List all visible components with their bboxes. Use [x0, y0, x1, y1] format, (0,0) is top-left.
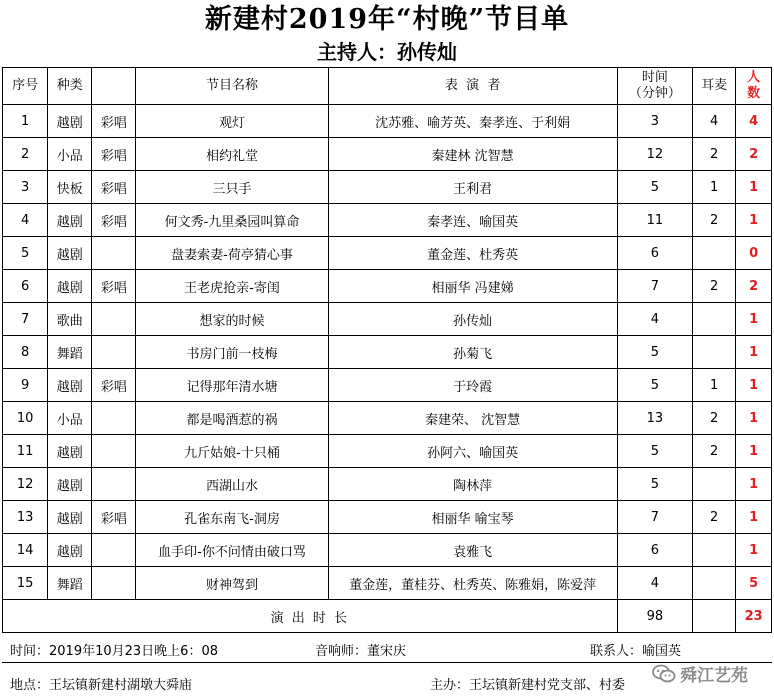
- cell-performers: 沈苏雅、喻芳英、秦孝连、于利娟: [328, 105, 617, 138]
- cell-time: 13: [617, 402, 693, 435]
- cell-no: 8: [3, 336, 48, 369]
- header-row: [3, 68, 772, 105]
- cell-no: 14: [3, 534, 48, 567]
- footer-location: 地点：王坛镇新建村湖墩大舜庙: [10, 678, 193, 693]
- cell-name: 三只手: [136, 171, 328, 204]
- cell-type: 越剧: [48, 468, 92, 501]
- cell-extra: 彩唱: [92, 204, 136, 237]
- header-time-line2: （分钟）: [628, 86, 681, 101]
- cell-no: 5: [3, 237, 48, 270]
- cell-name: 九斤姑娘-十只桶: [136, 435, 328, 468]
- table-row: [3, 501, 772, 534]
- watermark-text: 舜江艺苑: [680, 666, 748, 686]
- table-row: [3, 369, 772, 402]
- cell-people: 1: [736, 468, 772, 501]
- cell-extra: [92, 303, 136, 336]
- cell-no: 6: [3, 270, 48, 303]
- cell-name: 想家的时候: [136, 303, 328, 336]
- header-mic: 耳麦: [693, 68, 736, 105]
- cell-type: 越剧: [48, 204, 92, 237]
- cell-people: 1: [736, 501, 772, 534]
- cell-extra: [92, 402, 136, 435]
- cell-performers: 陶林萍: [328, 468, 617, 501]
- footer-contact: 联系人：喻国英: [590, 644, 682, 659]
- table-row: [3, 270, 772, 303]
- total-time: 98: [617, 600, 693, 633]
- cell-name: 血手印-你不问情由破口骂: [136, 534, 328, 567]
- header-extra: [92, 68, 136, 105]
- cell-performers: 相丽华 喻宝琴: [328, 501, 617, 534]
- cell-performers: 董金莲、杜秀英: [328, 237, 617, 270]
- host-line: 主持人：孙传灿: [317, 40, 457, 64]
- total-row: [3, 600, 772, 633]
- cell-time: 7: [617, 501, 693, 534]
- table-row: [3, 402, 772, 435]
- cell-extra: 彩唱: [92, 270, 136, 303]
- cell-extra: [92, 435, 136, 468]
- cell-no: 12: [3, 468, 48, 501]
- cell-time: 5: [617, 171, 693, 204]
- watermark: [652, 661, 748, 686]
- cell-time: 3: [617, 105, 693, 138]
- cell-type: 舞蹈: [48, 567, 92, 600]
- cell-name: 孔雀东南飞-洞房: [136, 501, 328, 534]
- cell-no: 10: [3, 402, 48, 435]
- cell-performers: 于玲霞: [328, 369, 617, 402]
- cell-time: 6: [617, 534, 693, 567]
- cell-name: 记得那年清水塘: [136, 369, 328, 402]
- cell-extra: 彩唱: [92, 105, 136, 138]
- header-no: 序号: [3, 68, 48, 105]
- cell-extra: [92, 336, 136, 369]
- cell-time: 5: [617, 435, 693, 468]
- cell-extra: 彩唱: [92, 138, 136, 171]
- cell-no: 4: [3, 204, 48, 237]
- footer-top-rule: [2, 632, 772, 633]
- cell-type: 越剧: [48, 369, 92, 402]
- cell-time: 5: [617, 336, 693, 369]
- cell-name: 西湖山水: [136, 468, 328, 501]
- cell-type: 歌曲: [48, 303, 92, 336]
- footer-sound-engineer: 音响师：董宋庆: [315, 644, 407, 659]
- cell-time: 5: [617, 468, 693, 501]
- cell-mic: 2: [693, 402, 736, 435]
- cell-mic: [693, 303, 736, 336]
- cell-name: 观灯: [136, 105, 328, 138]
- cell-people: 1: [736, 303, 772, 336]
- cell-people: 1: [736, 171, 772, 204]
- footer-time: 时间：2019年10月23日晚上6：08: [10, 644, 218, 659]
- page-title: 新建村2019年“村晚”节目单: [204, 4, 570, 35]
- total-mic: [693, 600, 736, 633]
- header-performers: 表 演 者: [328, 68, 617, 105]
- cell-performers: 袁雅飞: [328, 534, 617, 567]
- cell-performers: 孙菊飞: [328, 336, 617, 369]
- cell-performers: 相丽华 冯建娣: [328, 270, 617, 303]
- cell-time: 5: [617, 369, 693, 402]
- cell-performers: 孙阿六、喻国英: [328, 435, 617, 468]
- cell-people: 1: [736, 204, 772, 237]
- table-row: [3, 435, 772, 468]
- cell-name: 盘妻索妻-荷亭猜心事: [136, 237, 328, 270]
- cell-time: 4: [617, 567, 693, 600]
- header-type: 种类: [48, 68, 92, 105]
- cell-type: 越剧: [48, 534, 92, 567]
- cell-time: 4: [617, 303, 693, 336]
- total-label: 演 出 时 长: [3, 600, 618, 633]
- cell-time: 7: [617, 270, 693, 303]
- header-people: 人 数: [736, 68, 772, 105]
- cell-extra: [92, 534, 136, 567]
- table-row: [3, 303, 772, 336]
- cell-extra: [92, 237, 136, 270]
- cell-people: 5: [736, 567, 772, 600]
- cell-mic: [693, 468, 736, 501]
- cell-people: 1: [736, 369, 772, 402]
- cell-performers: 秦孝连、喻国英: [328, 204, 617, 237]
- cell-extra: [92, 468, 136, 501]
- cell-mic: 2: [693, 270, 736, 303]
- cell-name: 都是喝酒惹的祸: [136, 402, 328, 435]
- footer-organizer: 主办：王坛镇新建村党支部、村委: [430, 678, 626, 693]
- table-row: [3, 534, 772, 567]
- cell-type: 舞蹈: [48, 336, 92, 369]
- table-row: [3, 204, 772, 237]
- cell-mic: [693, 336, 736, 369]
- cell-no: 13: [3, 501, 48, 534]
- cell-name: 王老虎抢亲-寄闺: [136, 270, 328, 303]
- table-row: [3, 237, 772, 270]
- cell-type: 越剧: [48, 237, 92, 270]
- cell-performers: 王利君: [328, 171, 617, 204]
- cell-time: 11: [617, 204, 693, 237]
- cell-people: 1: [736, 534, 772, 567]
- cell-no: 11: [3, 435, 48, 468]
- cell-name: 财神驾到: [136, 567, 328, 600]
- cell-mic: [693, 567, 736, 600]
- cell-performers: 董金莲，董桂芬、杜秀英、陈雅娟，陈爱萍: [328, 567, 617, 600]
- cell-performers: 秦建林 沈智慧: [328, 138, 617, 171]
- cell-type: 快板: [48, 171, 92, 204]
- cell-type: 越剧: [48, 435, 92, 468]
- cell-mic: 1: [693, 369, 736, 402]
- header-name: 节目名称: [136, 68, 328, 105]
- cell-time: 12: [617, 138, 693, 171]
- cell-mic: 2: [693, 501, 736, 534]
- cell-people: 4: [736, 105, 772, 138]
- cell-people: 2: [736, 270, 772, 303]
- cell-people: 1: [736, 435, 772, 468]
- cell-no: 1: [3, 105, 48, 138]
- cell-mic: [693, 534, 736, 567]
- cell-name: 书房门前一枝梅: [136, 336, 328, 369]
- cell-performers: 孙传灿: [328, 303, 617, 336]
- table-row: [3, 336, 772, 369]
- table-row: [3, 105, 772, 138]
- cell-mic: 2: [693, 138, 736, 171]
- cell-type: 越剧: [48, 105, 92, 138]
- header-time: [617, 68, 693, 105]
- table-row: [3, 567, 772, 600]
- table-row: [3, 468, 772, 501]
- cell-people: 2: [736, 138, 772, 171]
- cell-extra: 彩唱: [92, 171, 136, 204]
- cell-people: 1: [736, 336, 772, 369]
- cell-extra: 彩唱: [92, 369, 136, 402]
- cell-no: 7: [3, 303, 48, 336]
- cell-performers: 秦建荣、 沈智慧: [328, 402, 617, 435]
- header-time-line1: 时间: [641, 70, 668, 85]
- cell-type: 小品: [48, 402, 92, 435]
- cell-name: 何文秀-九里桑园叫算命: [136, 204, 328, 237]
- cell-mic: 1: [693, 171, 736, 204]
- cell-type: 小品: [48, 138, 92, 171]
- cell-time: 6: [617, 237, 693, 270]
- cell-no: 3: [3, 171, 48, 204]
- cell-mic: [693, 237, 736, 270]
- cell-type: 越剧: [48, 501, 92, 534]
- table-row: [3, 138, 772, 171]
- table-row: [3, 171, 772, 204]
- total-people: 23: [736, 600, 772, 633]
- cell-no: 15: [3, 567, 48, 600]
- cell-name: 相约礼堂: [136, 138, 328, 171]
- cell-mic: 2: [693, 204, 736, 237]
- cell-no: 2: [3, 138, 48, 171]
- cell-people: 1: [736, 402, 772, 435]
- cell-no: 9: [3, 369, 48, 402]
- cell-people: 0: [736, 237, 772, 270]
- cell-mic: 4: [693, 105, 736, 138]
- cell-mic: 2: [693, 435, 736, 468]
- cell-extra: [92, 567, 136, 600]
- cell-extra: 彩唱: [92, 501, 136, 534]
- wechat-official-account-icon: [652, 664, 676, 684]
- program-table: [2, 67, 772, 633]
- cell-type: 越剧: [48, 270, 92, 303]
